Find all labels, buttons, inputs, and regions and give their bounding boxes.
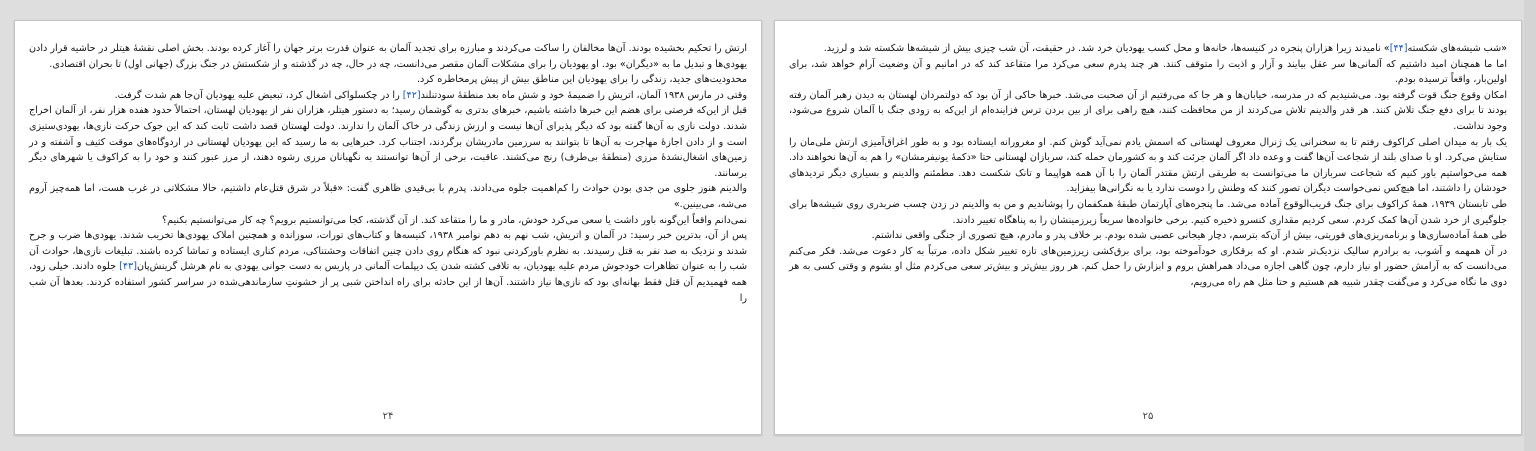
paragraph: محدودیت‌های جدید، زندگی را برای یهودیان این مناطق بیش از پیش پرمخاطره کرد. [417, 74, 747, 86]
paragraph: ارتش را تحکیم بخشیده بودند. آن‌ها مخالفان را ساکت می‌کردند و مبارزه برای تجدید آلمان به عنوان قدرت برتر جهان را آغاز کرده بودند. بخش اصلی نقشهٔ هیتلر در حاشیه قرار دادن یهودی‌ها و تبدیل ما به «دیگران» بود. او یهودیان را برای مشکلات آلمان مقصر می‌دانست، چه در حال، چه در گذشته و از شکستش در جنگ بزرگ (جهانی اول) تا بحران اقتصادی. [29, 43, 747, 70]
page-body-text [789, 41, 1507, 291]
paragraph: والدینم هنوز جلوی من جدی بودن حوادث را کم‌اهمیت جلوه می‌دادند. پدرم با بی‌قیدی ظاهری گفت: «قبلاً در شرق قتل‌عام داشتیم، حالا مشکلاتی در غرب هست، اما همه‌چیز آروم می‌شه، می‌بینین.» [29, 183, 747, 210]
book-page-left [14, 20, 762, 435]
paragraph: یک بار به میدان اصلی کراکوف رفتم تا به سخنرانی یک ژنرال معروف لهستانی که اسمش یادم نمی‌آید گوش کنم. او مغرورانه ایستاده بود و به طور اغراق‌آمیزی ارتش ملی‌مان را ستایش می‌کرد. او با صدای بلند از شجاعت آن‌ها گفت و وعده داد اگر آلمان جرئت کند و به کشورمان حمله کند، سربازان لهستانی حتا «دکمهٔ یونیفرمشان» را هم به آن‌ها نخواهند داد. همه می‌خواستیم باور کنیم که شجاعت سربازان ما می‌توانست به طریقی ارتش مقتدر آلمان را با آن همه هواپیما و تانک شکست دهد. مطمئنم والدینم و بسیاری دیگر تردیدهای خودشان را داشتند، اما هیچ‌کس نمی‌خواست دیگران تصور کنند که وطنش را دوست ندارد یا به نگرانی‌ها بیفزاید. [789, 136, 1507, 195]
viewer-scrollbar-track[interactable] [1524, 0, 1536, 451]
footnote-ref-link[interactable]: [۴۳] [119, 261, 137, 273]
paragraph: طی تابستان ۱۹۳۹، همهٔ کراکوف برای جنگ قریب‌الوقوع آماده می‌شد. ما پنجره‌های آپارتمان طبقهٔ همکفمان را پوشاندیم و من به والدینم در زدن چسب ضربدری روی شیشه‌ها برای جلوگیری از خرد شدن آن‌ها کمک کردم. سعی کردیم مقداری کنسرو ذخیره کنیم. برخی خانواده‌ها سریعاً زیرزمینشان را به پناهگاه تغییر دادند. [789, 198, 1507, 226]
footnote-ref-link[interactable]: [۴۴] [1389, 43, 1408, 54]
page-number: ۲۴ [382, 411, 394, 422]
paragraph: قبل از این‌که فرصتی برای هضم این خبرها داشته باشیم، خبرهای بدتری به گوشمان رسید؛ به دستور هیتلر، هزاران نفر از یهودیان لهستان، احتمالاً حدود هفده هزار نفر، از آلمان اخراج شدند. دولت نازی به آن‌ها گفته بود که دیگر پذیرای آن‌ها نیست و ارزش زندگی در خاک آلمان را ندارند. دولت لهستان قصد داشت ثابت کند که این جوک حرکت نازی‌ها، یهودی‌ستیزی است و از دادن اجازهٔ مهاجرت به آن‌ها تا بتوانند به سرزمین مادریشان برگردند، اجتناب کرد. خبرهایی به ما رسید که این یهودیان لهستانی در اردوگاه‌های موقت کثیف و آشفته و در زمین‌های اشغال‌نشدهٔ مرزی (منطقهٔ بی‌طرف) رنج می‌کشند. عاقبت، برخی از آن‌ها توانستند به نگهبانان مرزی رشوه دهند، از مرز عبور کنند و خود را به کراکوف یا شهرهای دیگر برسانند. [29, 105, 747, 179]
paragraph: پس از آن، بدترین خبر رسید: در آلمان و اتریش، شب نهم به دهم نوامبر ۱۹۳۸، کنیسه‌ها و کتاب‌های تورات، سوزانده و همچنین املاک یهودی‌ها تخریب شدند. یهودی‌ها ضرب و جرح شدند و نزدیک به صد نفر به قتل رسیدند. به نظرم باورکردنی نبود که هنگام روی دادن چنین اتفاقات وحشتناکی، مردم کناری ایستاده و تماشا کرده باشند. تبلیغات نازی‌ها، حوادث آن شب را به عنوان تظاهرات خودجوش مردم علیه یهودیان، به تلافی کشته شدن یک دیپلمات آلمانی در پاریس به دست جوانی یهودی به نام هرشل گرینش‌پان[۴۳] جلوه دادند. خیلی زود، همه فهمیدیم آن قتل فقط بهانه‌ای بود که نازی‌ها نیاز داشتند. آن‌ها از این حادثه برای راه انداختن شبی پر از خشونتِ سازماندهی‌شده در سراسر کشور استفاده کردند. بعدها آن شب را [29, 230, 747, 304]
paragraph: نمی‌دانم واقعاً این‌گونه باور داشت یا سعی می‌کرد خودش، مادر و ما را متقاعد کند. از آن گذشته، کجا می‌توانستیم برویم؟ چه کار می‌توانستیم بکنیم؟ [162, 214, 747, 226]
paragraph: در آن همهمه و آشوب، به برادرم سالیک نزدیک‌تر شدم. او که برقکاری خودآموخته بود، برای برق‌کشی زیرزمین‌های تازه تغییر شکل داده، مرتباً به کار دعوت می‌شد. فکر می‌کنم می‌دانست که به آرامش حضور او نیاز دارم، چون گاهی اجازه می‌داد همراهش بروم و ابزارش را حمل کنم. هر روز بیش‌تر و بیش‌تر سعی می‌کردم مثل او بشوم و وقتی کسی به هر دوی ما نگاه می‌کرد و می‌گفت چقدر شبیه هم هستیم و حتا مثل هم راه می‌رویم، [789, 245, 1507, 288]
paragraph: وقتی در مارس ۱۹۳۸ آلمان، اتریش را ضمیمهٔ خود و شش ماه بعد منطقهٔ سودتنلند[۴۲] را در چکسلواکی اشغال کرد، تبعیض علیه یهودیان آن‌جا هم شدت گرفت. [114, 89, 747, 101]
book-page-right [774, 20, 1522, 435]
paragraph: اما ما همچنان امید داشتیم که آلمانی‌ها سر عقل بیایند و آزار و اذیت را متوقف کنند. هر چند پدرم سعی می‌کرد مرا متقاعد کند که در امانیم و آن وضعیت آرام خواهد شد، برای اولین‌بار، واقعاً ترسیده بودم. [789, 58, 1507, 86]
footnote-ref-link[interactable]: [۴۲] [402, 89, 421, 101]
paragraph: امکان وقوع جنگ قوت گرفته بود. می‌شنیدیم که در مدرسه، خیابان‌ها و هر جا که می‌رفتیم از آن صحبت می‌شد. خبرها حاکی از آن بود که دولتمردان لهستان به دیدن رهبر آلمان رفته بودند تا برای دفع جنگ تلاش کنند. هر قدر والدینم تلاش می‌کردند از من محافظت کنند، هیچ راهی برای از بین بردن ترس فزاینده‌ام از این‌که به زودی جنگ با آلمان شروع می‌شود، وجود نداشت. [789, 89, 1507, 132]
page-number: ۲۵ [1142, 411, 1154, 422]
paragraph: طی همهٔ آماده‌سازی‌ها و برنامه‌ریزی‌های فوریتی، بیش از آن‌که بترسم، دچار هیجانی عصبی شده بودم. بر خلاف پدر و مادرم، هیچ تصوری از جنگی واقعی نداشتم. [871, 230, 1507, 242]
paragraph: «شب شیشه‌های شکسته[۴۴]» نامیدند زیرا هزاران پنجره در کنیسه‌ها، خانه‌ها و محل کسب یهودیان خرد شد. در حقیقت، آن شب چیزی بیش از شیشه‌ها شکسته شد و لرزید. [823, 43, 1507, 54]
page-body-text [29, 41, 747, 306]
